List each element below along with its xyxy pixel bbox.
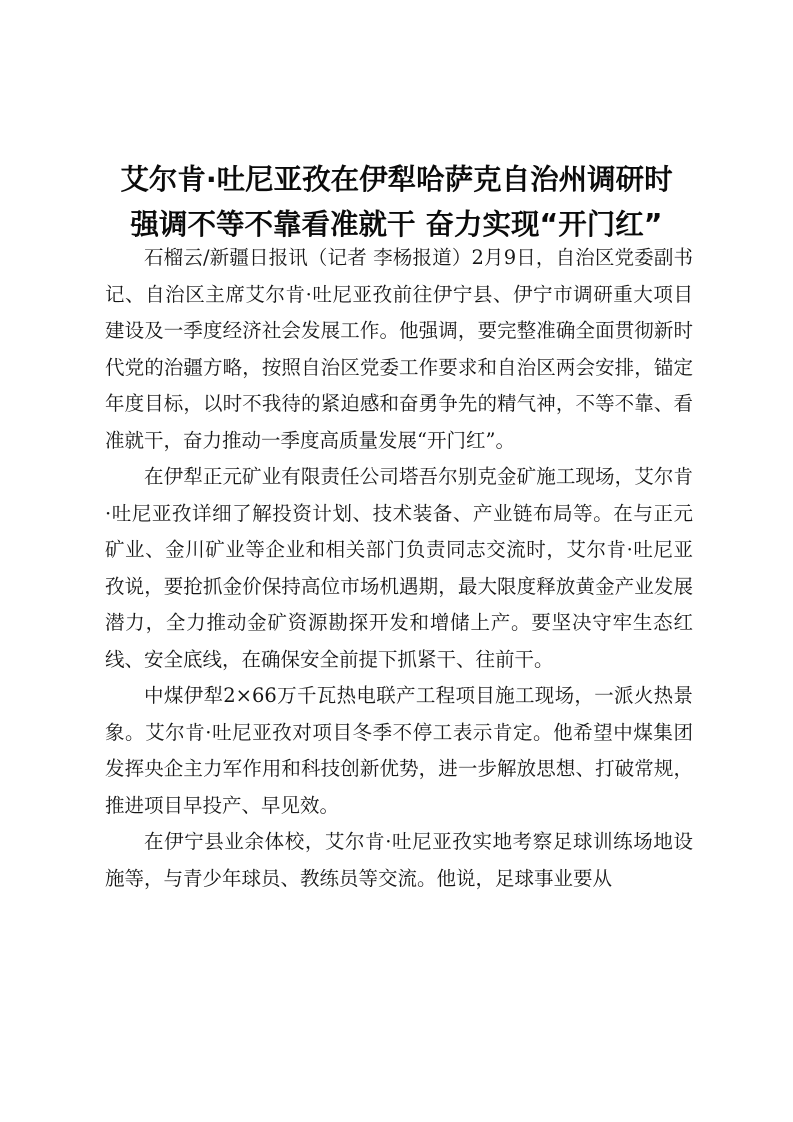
paragraph-4: 在伊宁县业余体校，艾尔肯·吐尼亚孜实地考察足球训练场地设施等，与青少年球员、教练员等交流。他说，足球事业要从: [105, 830, 693, 890]
article-title: [95, 157, 698, 247]
title-line-1: 艾尔肯·吐尼亚孜在伊犁哈萨克自治州调研时: [120, 163, 673, 197]
paragraph-1: 石榴云/新疆日报讯（记者 李杨报道）2月9日，自治区党委副书记、自治区主席艾尔肯·吐尼亚孜前往伊宁县、伊宁市调研重大项目建设及一季度经济社会发展工作。他强调，要完整准确全面贯彻新时代党的治疆方略，按照自治区党委工作要求和自治区两会安排，锚定年度目标，以时不我待的紧迫感和奋勇争先的精气神，不等不靠、看准就干，奋力推动一季度高质量发展“开门红”。: [105, 246, 693, 452]
paragraph-2: 在伊犁正元矿业有限责任公司塔吾尔别克金矿施工现场，艾尔肯·吐尼亚孜详细了解投资计划、技术装备、产业链布局等。在与正元矿业、金川矿业等企业和相关部门负责同志交流时，艾尔肯·吐尼亚孜说，要抢抓金价保持高位市场机遇期，最大限度释放黄金产业发展潜力，全力推动金矿资源勘探开发和增储上产。要坚决守牢生态红线、安全底线，在确保安全前提下抓紧干、往前干。: [105, 465, 693, 671]
article-body: [105, 240, 693, 897]
paragraph-3: 中煤伊犁2×66万千瓦热电联产工程项目施工现场，一派火热景象。艾尔肯·吐尼亚孜对项目冬季不停工表示肯定。他希望中煤集团发挥央企主力军作用和科技创新优势，进一步解放思想、打破常规，推进项目早投产、早见效。: [105, 684, 693, 817]
title-line-2: 强调不等不靠看准就干 奋力实现“开门红”: [130, 208, 663, 242]
